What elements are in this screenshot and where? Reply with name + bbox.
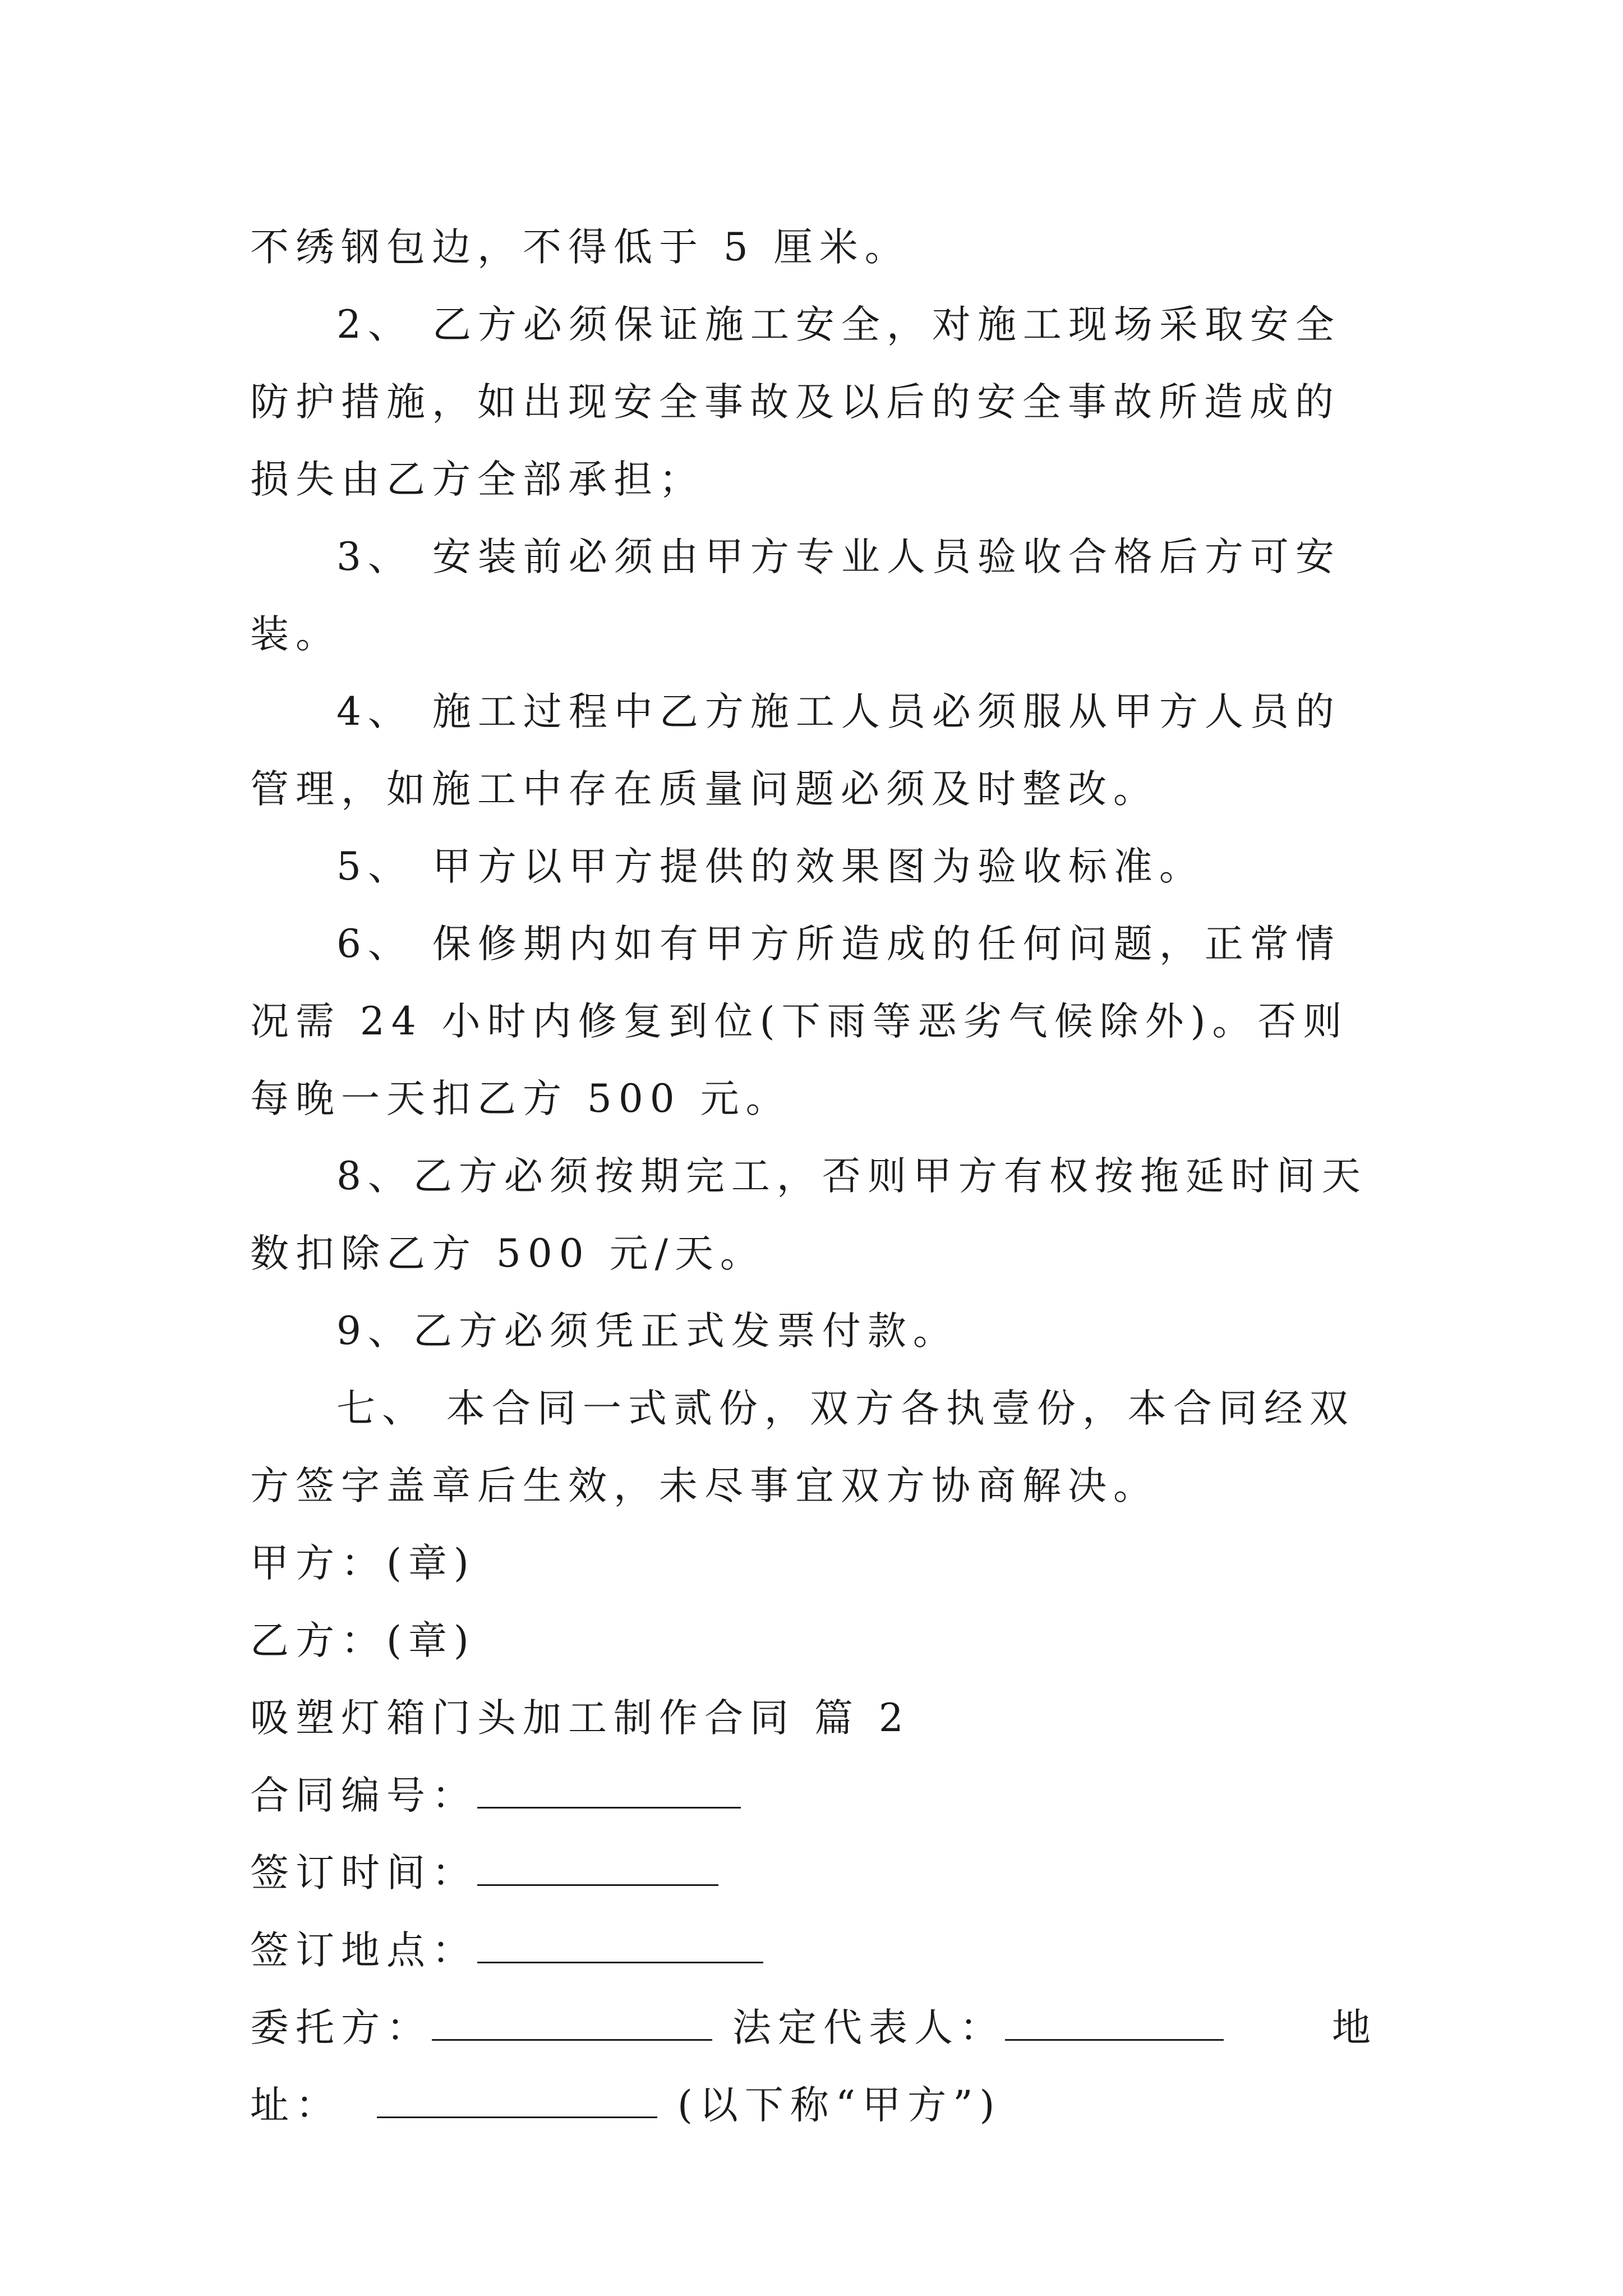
party-a-signature: 甲方：(章): [250, 1541, 476, 1586]
sign-time-label: 签订时间：: [250, 1851, 477, 1895]
contract-number-row: [250, 1757, 1377, 1834]
address-row: [250, 2067, 1377, 2144]
sign-time-blank: [477, 1847, 718, 1886]
legal-rep-label: 法定代表人：: [732, 2005, 1005, 2050]
address-label-start: 地: [1332, 2005, 1377, 2050]
sign-place-blank: [477, 1925, 763, 1963]
clause-5: 5、 甲方以甲方提供的效果图为验收标准。: [336, 844, 1205, 889]
document-body: [250, 209, 1377, 2144]
client-row: [250, 1989, 1377, 2067]
sign-place-row: [250, 1912, 1377, 1989]
clause-8: 8、乙方必须按期完工，否则甲方有权按拖延时间天数扣除乙方 500 元/天。: [250, 1154, 1367, 1276]
contract-number-blank: [477, 1770, 741, 1809]
section-2-title: 吸塑灯箱门头加工制作合同 篇 2: [250, 1696, 910, 1741]
clause-6: 6、 保修期内如有甲方所造成的任何问题，正常情况需 24 小时内修复到位(下雨等恶劣气候除外)。否则每晚一天扣乙方 500 元。: [250, 922, 1349, 1121]
address-blank: [377, 2079, 657, 2118]
clause-4: 4、 施工过程中乙方施工人员必须服从甲方人员的管理，如施工中存在质量问题必须及时整改。: [250, 689, 1341, 812]
paragraph-continuation: 不绣钢包边，不得低于 5 厘米。: [250, 225, 910, 270]
article-7: 七、 本合同一式贰份，双方各执壹份，本合同经双方签字盖章后生效，未尽事宜双方协商解决。: [250, 1386, 1355, 1508]
address-label-end: 址：: [250, 2083, 341, 2128]
sign-place-label: 签订地点：: [250, 1928, 477, 1973]
party-b-signature: 乙方：(章): [250, 1618, 476, 1663]
client-blank: [432, 2002, 712, 2041]
legal-rep-blank: [1005, 2002, 1224, 2041]
sign-time-row: [250, 1834, 1377, 1912]
clause-9: 9、乙方必须凭正式发票付款。: [336, 1309, 958, 1354]
clause-2: 2、 乙方必须保证施工安全，对施工现场采取安全防护措施，如出现安全事故及以后的安全事故所造成的损失由乙方全部承担；: [250, 302, 1341, 502]
client-label: 委托方：: [250, 2005, 432, 2050]
contract-number-label: 合同编号：: [250, 1773, 477, 1818]
clause-3: 3、 安装前必须由甲方专业人员验收合格后方可安装。: [250, 535, 1341, 657]
party-a-note: (以下称“甲方”): [677, 2083, 1002, 2128]
